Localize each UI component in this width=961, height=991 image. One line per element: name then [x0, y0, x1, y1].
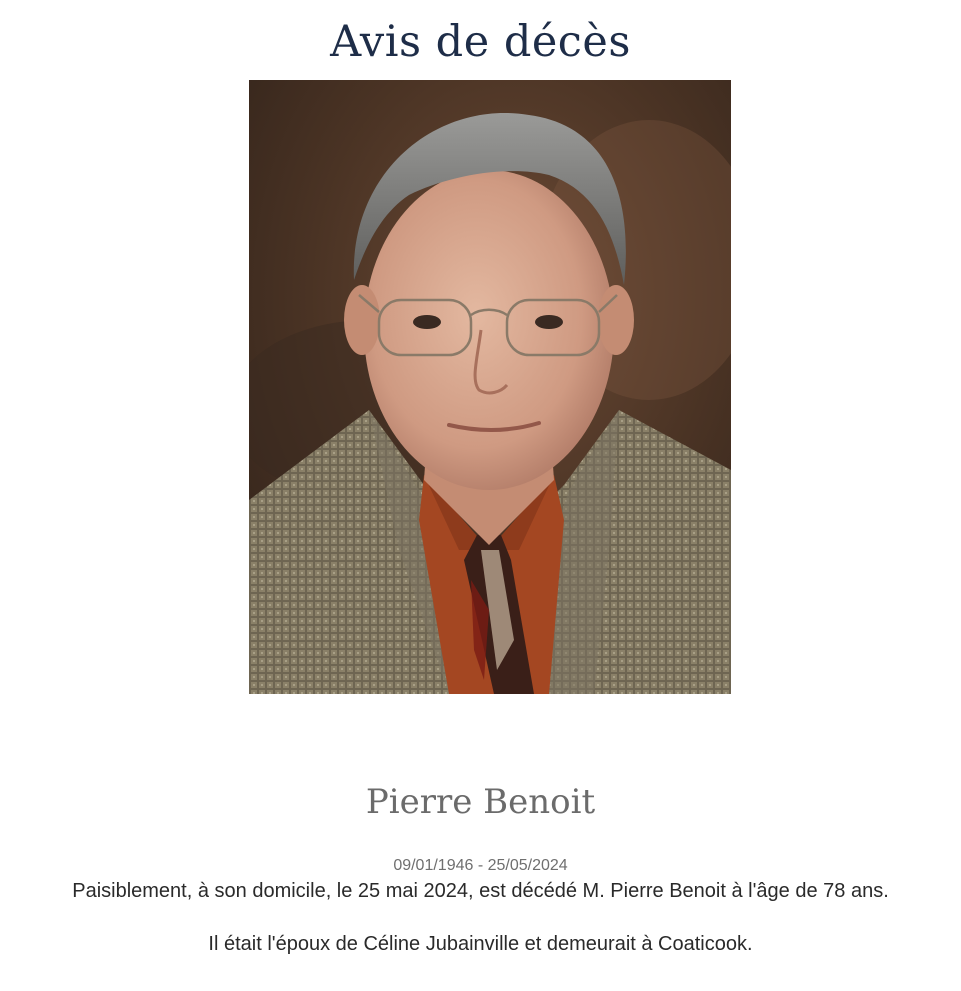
life-dates: 09/01/1946 - 25/05/2024 — [393, 857, 568, 874]
page-title: Avis de décès — [330, 17, 631, 67]
obituary-paragraph: Il était l'époux de Céline Jubainville et demeurait à Coaticook. — [208, 933, 753, 955]
portrait-photo — [249, 80, 731, 694]
obituary-paragraph: Paisiblement, à son domicile, le 25 mai 2024, est décédé M. Pierre Benoit à l'âge de 78 ans. — [72, 880, 889, 902]
person-name: Pierre Benoit — [365, 782, 596, 822]
